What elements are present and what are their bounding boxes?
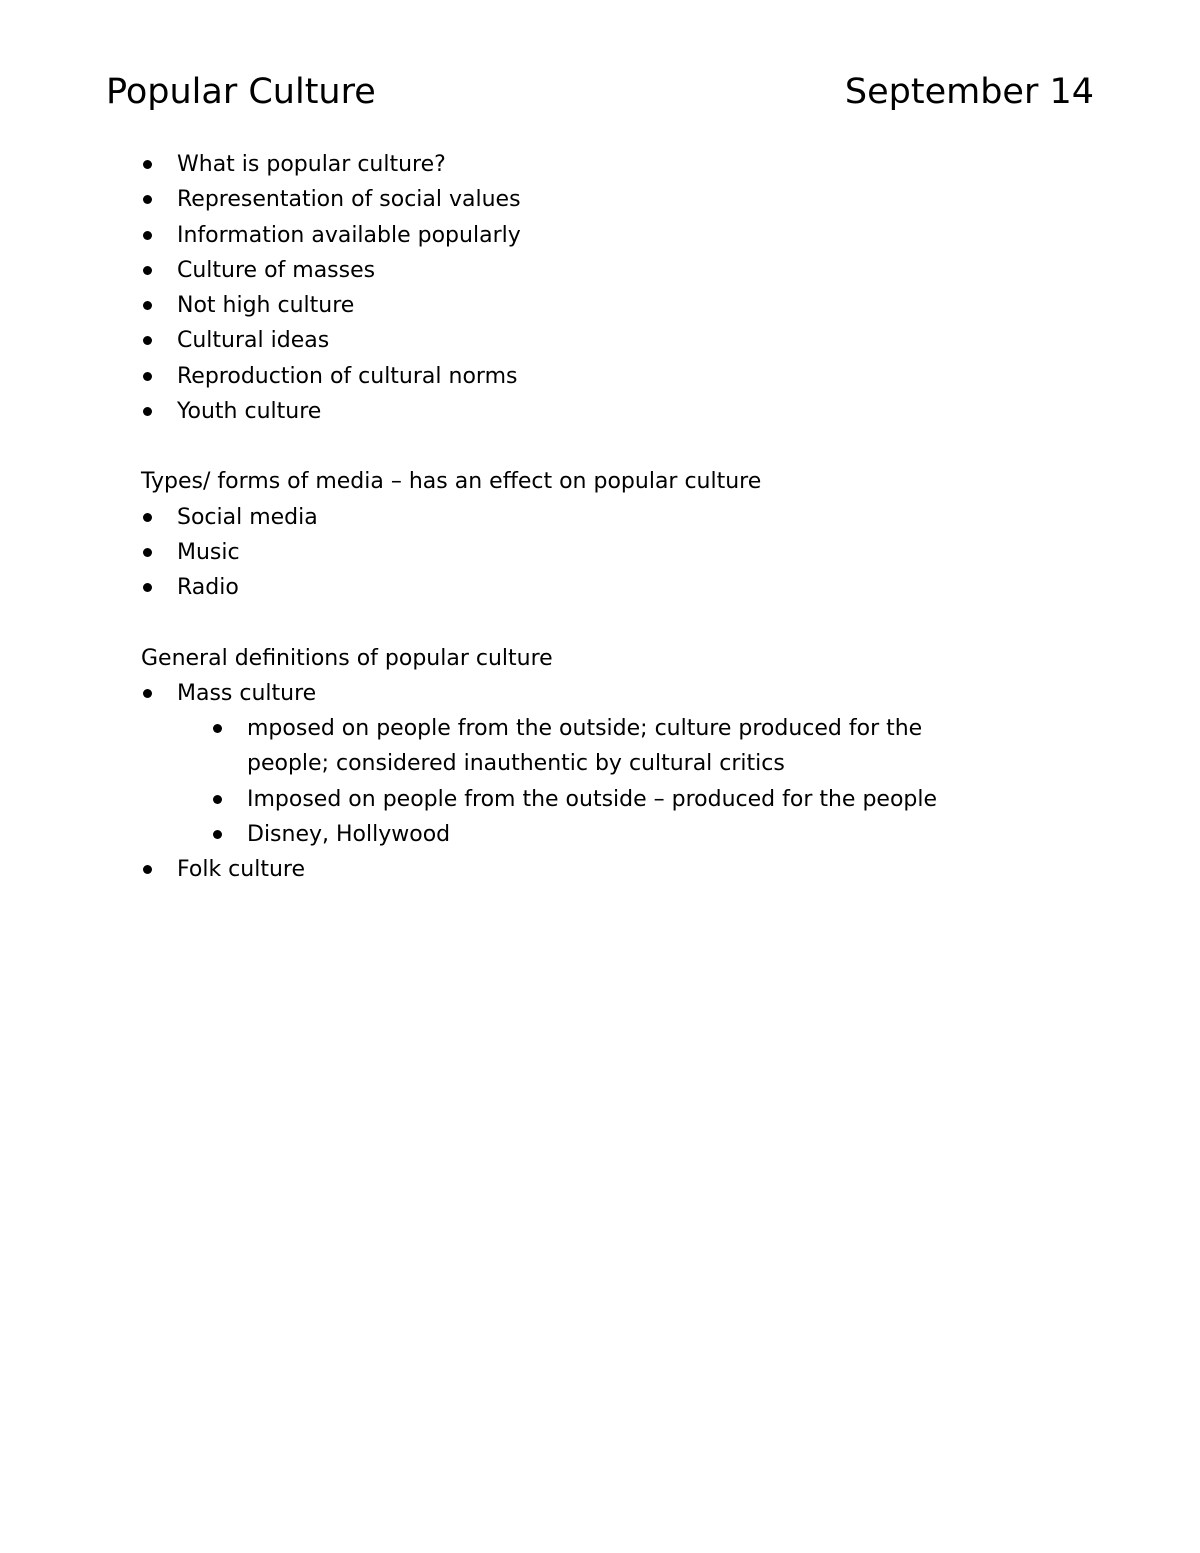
sub-list-item: Disney, Hollywood (211, 817, 1007, 852)
page-date: September 14 (844, 72, 1094, 112)
list-item: Cultural ideas (141, 323, 1041, 358)
bullet-list-definitions (141, 676, 1041, 888)
list-item-folk-culture: Folk culture (141, 852, 1041, 887)
list-item: Youth culture (141, 394, 1041, 429)
list-item: Social media (141, 500, 1041, 535)
definitions-heading: General definitions of popular culture (141, 645, 553, 671)
list-item: Representation of social values (141, 182, 1041, 217)
sub-list-item: Imposed on people from the outside – produced for the people (211, 782, 1007, 817)
list-item: Reproduction of cultural norms (141, 359, 1041, 394)
list-item: What is popular culture? (141, 147, 1041, 182)
list-item: Music (141, 535, 1041, 570)
list-item: Information available popularly (141, 218, 1041, 253)
sub-bullet-list (211, 711, 1041, 852)
bullet-list-topics (141, 147, 1041, 429)
media-heading: Types/ forms of media – has an effect on popular culture (141, 469, 762, 495)
document-body (141, 147, 1041, 888)
bullet-list-media (141, 500, 1041, 606)
page-header (106, 68, 1094, 118)
list-item-label: Mass culture (177, 680, 317, 706)
list-item: Not high culture (141, 288, 1041, 323)
list-item: Radio (141, 570, 1041, 605)
list-item: Culture of masses (141, 253, 1041, 288)
page-title: Popular Culture (106, 72, 376, 112)
sub-list-item: mposed on people from the outside; culture produced for the people; considered inauthentic by cultural critics (211, 711, 1007, 782)
list-item-mass-culture (141, 676, 1041, 852)
